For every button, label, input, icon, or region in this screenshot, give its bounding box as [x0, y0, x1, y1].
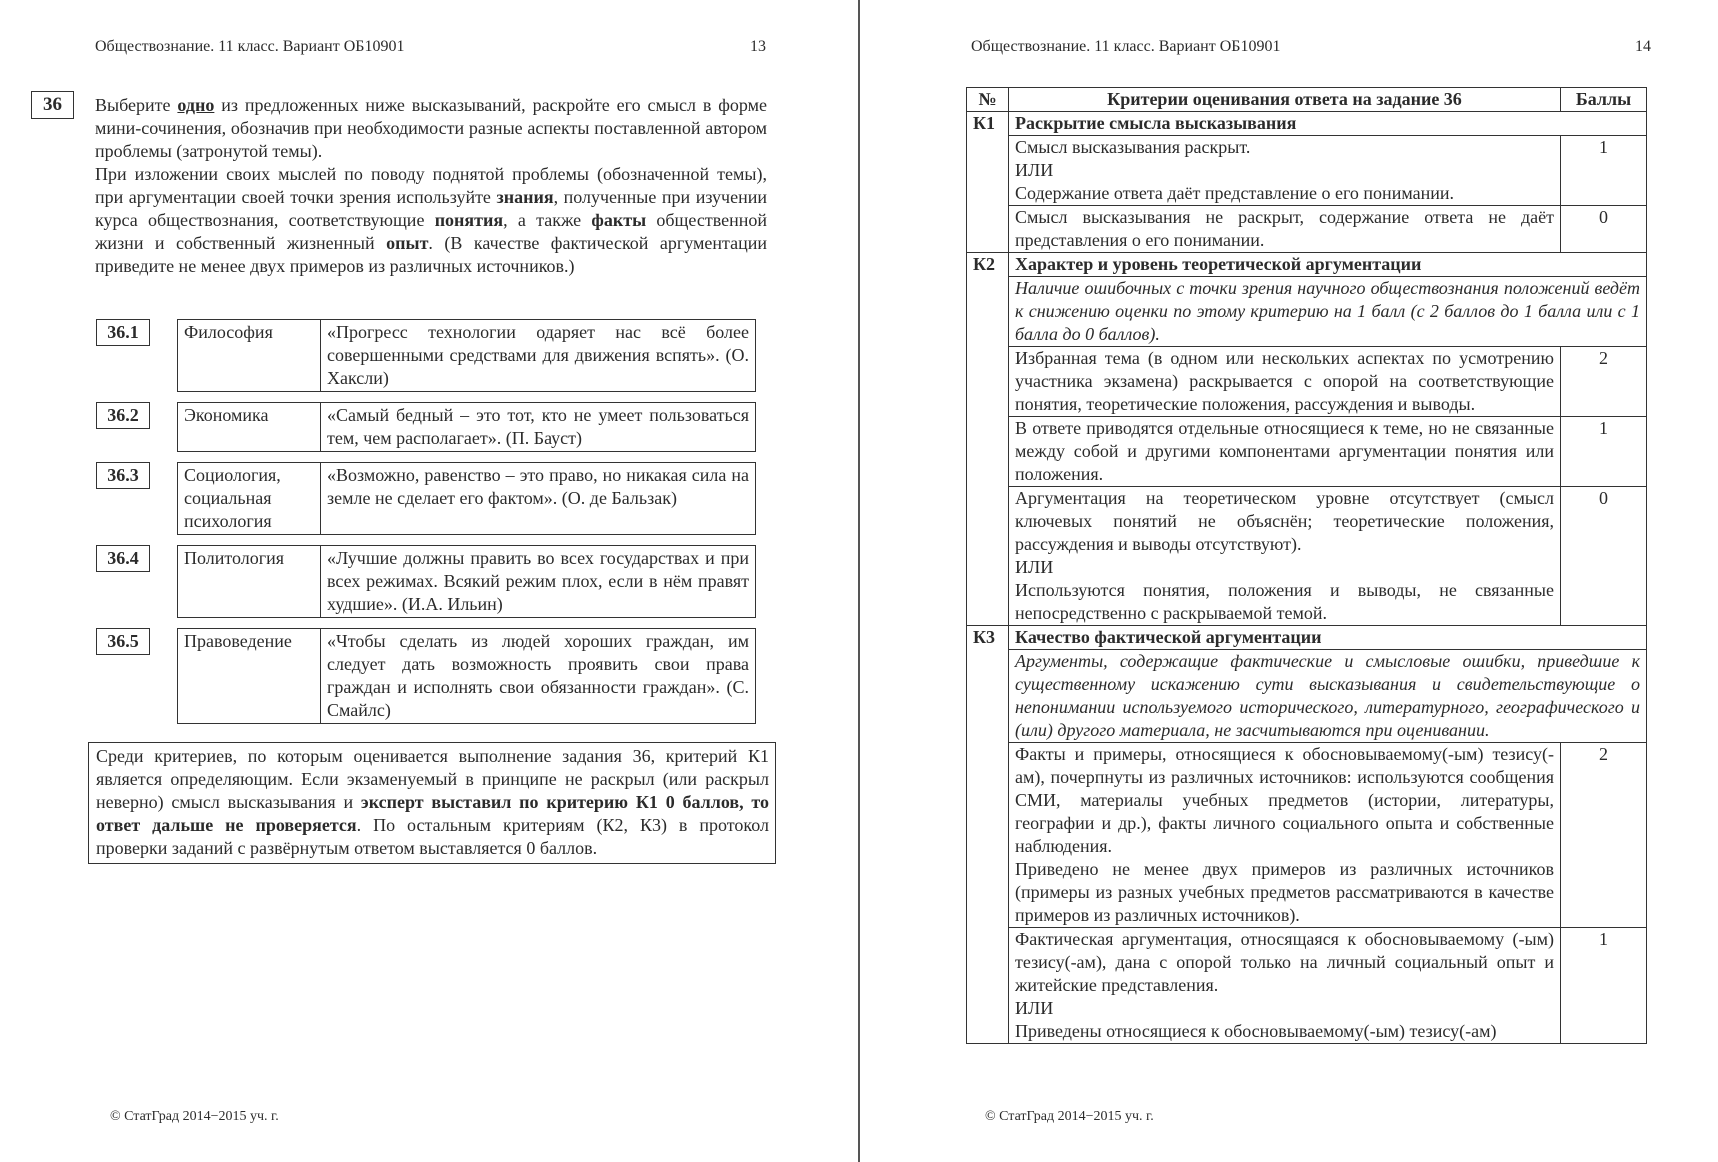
column-header-score: Баллы [1561, 88, 1647, 112]
criterion-id: К3 [967, 626, 1009, 650]
criterion-description: Факты и примеры, относящиеся к обосновываемому(-ым) тезису(-ам), почерпнуты из различных источников: используются сообщения СМИ, материалы учебных предметов (истории, литературы, географии и др.), факты личного социального опыта и собственные наблюдения. Приведено не менее двух примеров из различных источников (примеры из разных учебных предметов рассматриваются в качестве примеров из различных источников). [1009, 743, 1561, 928]
subtask-field: Политология [178, 546, 321, 617]
subtask-quote: «Прогресс технологии одаряет нас всё более совершенными средствами для движения вспять». (О. Хаксли) [327, 322, 749, 388]
subtask [96, 628, 756, 724]
page-header-title: Обществознание. 11 класс. Вариант ОБ10901 [95, 38, 405, 55]
subtask-field: Правоведение [178, 629, 321, 723]
criterion-note-row [967, 650, 1647, 743]
subtask-quote: «Возможно, равенство – это право, но никакая сила на земле не сделает его фактом». (О. де Бальзак) [327, 465, 749, 508]
subtask-list [96, 319, 756, 734]
table-header-row [967, 88, 1647, 112]
table-row [967, 136, 1647, 206]
score: 1 [1561, 928, 1647, 1044]
score: 2 [1561, 347, 1647, 417]
subtask-quote: «Лучшие должны править во всех государствах и при всех режимах. Всякий режим плох, если в нём правят худшие». (И.А. Ильин) [327, 548, 749, 614]
criterion-note: Наличие ошибочных с точки зрения научного обществознания положений ведёт к снижению оценки по этому критерию на 1 балл (с 2 баллов до 1 балла или с 1 балла до 0 баллов). [1009, 277, 1647, 347]
emphasis: одно [177, 95, 215, 115]
criterion-description: Фактическая аргументация, относящаяся к обосновываемому (-ым) тезису(-ам), дана с опорой только на личный социальный опыт и житейские представления. ИЛИ Приведены относящиеся к обосновываемому(-ым) тезису(-ам) [1009, 928, 1561, 1044]
instructions-paragraph-2 [95, 163, 767, 278]
table-row [967, 417, 1647, 487]
page-header-title: Обществознание. 11 класс. Вариант ОБ10901 [971, 38, 1281, 55]
text: . По остальным критериям (К2, К3) в протокол проверки заданий с развёрнутым ответом выставляется 0 баллов. [96, 815, 769, 858]
page-number: 14 [1635, 38, 1651, 55]
instructions-paragraph-1 [95, 94, 767, 163]
emphasis: факты [591, 210, 647, 230]
criterion-title: Качество фактической аргументации [1009, 626, 1647, 650]
column-header-number: № [967, 88, 1009, 112]
table-row [967, 928, 1647, 1044]
emphasis: знания [496, 187, 554, 207]
criterion-description: Смысл высказывания раскрыт. ИЛИ Содержание ответа даёт представление о его понимании. [1009, 136, 1561, 206]
criterion-note: Аргументы, содержащие фактические и смысловые ошибки, приведшие к существенному искажению сути высказывания и свидетельствующие о непонимании используемого исторического, литературного, географического и (или) другого материала, не засчитываются при оценивании. [1009, 650, 1647, 743]
table-row [967, 487, 1647, 626]
criterion-title-row [967, 253, 1647, 277]
criterion-title-row [967, 626, 1647, 650]
criterion-description: Смысл высказывания не раскрыт, содержание ответа не даёт представления о его понимании. [1009, 206, 1561, 253]
subtask [96, 462, 756, 535]
score: 0 [1561, 206, 1647, 253]
table-row [967, 347, 1647, 417]
subtask-number: 36.5 [96, 628, 150, 655]
text: , а также [503, 210, 592, 230]
page-footer: © СтатГрад 2014−2015 уч. г. [110, 1109, 279, 1124]
subtask [96, 402, 756, 452]
subtask [96, 545, 756, 618]
task-instructions [95, 94, 767, 278]
criterion-title: Раскрытие смысла высказывания [1009, 112, 1647, 136]
subtask-field: Экономика [178, 403, 321, 451]
page-number: 13 [750, 38, 766, 55]
criterion-title-row [967, 112, 1647, 136]
subtask-number: 36.3 [96, 462, 150, 489]
text: , полученные при изучении курса обществознания, соответствующие [95, 187, 768, 230]
criterion-description: Аргументация на теоретическом уровне отсутствует (смысл ключевых понятий не объяснён; теоретические положения, рассуждения и выводы отсутствуют). ИЛИ Используются понятия, положения и выводы, не связанные непосредственно с раскрываемой темой. [1009, 487, 1561, 626]
page-footer: © СтатГрад 2014−2015 уч. г. [985, 1109, 1154, 1124]
score: 1 [1561, 136, 1647, 206]
score: 1 [1561, 417, 1647, 487]
criterion-id: К2 [967, 253, 1009, 277]
score: 2 [1561, 743, 1647, 928]
criterion-description: Избранная тема (в одном или нескольких аспектах по усмотрению участника экзамена) раскрывается с опорой на соответствующие понятия, теоретические положения, рассуждения и выводы. [1009, 347, 1561, 417]
subtask-quote: «Самый бедный – это тот, кто не умеет пользоваться тем, чем располагает». (П. Бауст) [327, 405, 749, 448]
table-row [967, 206, 1647, 253]
emphasis: эксперт выставил по критерию К1 0 баллов, то ответ дальше не проверяется [96, 792, 769, 835]
criterion-id: К1 [967, 112, 1009, 136]
subtask-number: 36.1 [96, 319, 150, 346]
grading-note-box [88, 742, 776, 864]
criteria-table [966, 87, 1647, 1044]
subtask-number: 36.2 [96, 402, 150, 429]
criterion-note-row [967, 277, 1647, 347]
text: общественной жизни и собственный жизненный [95, 210, 767, 253]
subtask-field: Философия [178, 320, 321, 391]
text: При изложении своих мыслей по поводу поднятой проблемы (обозначенной темы), при аргументации своей точки зрения используйте [95, 164, 767, 207]
text: . (В качестве фактической аргументации приведите не менее двух примеров из различных источников.) [95, 233, 767, 276]
emphasis: понятия [434, 210, 504, 230]
subtask-field: Социология, социальная психология [178, 463, 321, 534]
table-row [967, 743, 1647, 928]
subtask-quote: «Чтобы сделать из людей хороших граждан, им следует дать возможность проявить свои права граждан и исполнять свои обязанности граждан». (С. Смайлс) [327, 631, 749, 720]
text: Выберите [95, 95, 178, 115]
emphasis: опыт [386, 233, 429, 253]
criterion-title: Характер и уровень теоретической аргументации [1009, 253, 1647, 277]
column-header-criteria: Критерии оценивания ответа на задание 36 [1009, 88, 1561, 112]
text: из предложенных ниже высказываний, раскройте его смысл в форме мини-сочинения, обозначив при необходимости разные аспекты поставленной автором проблемы (затронутой темы). [95, 95, 768, 161]
subtask [96, 319, 756, 392]
criterion-description: В ответе приводятся отдельные относящиеся к теме, но не связанные между собой и другими компонентами аргументации понятия или положения. [1009, 417, 1561, 487]
subtask-number: 36.4 [96, 545, 150, 572]
text: Среди критериев, по которым оценивается выполнение задания 36, критерий К1 является определяющим. Если экзаменуемый в принципе не раскрыл (или раскрыл неверно) смысл высказывания и [96, 746, 769, 812]
score: 0 [1561, 487, 1647, 626]
task-number-box: 36 [31, 91, 74, 119]
